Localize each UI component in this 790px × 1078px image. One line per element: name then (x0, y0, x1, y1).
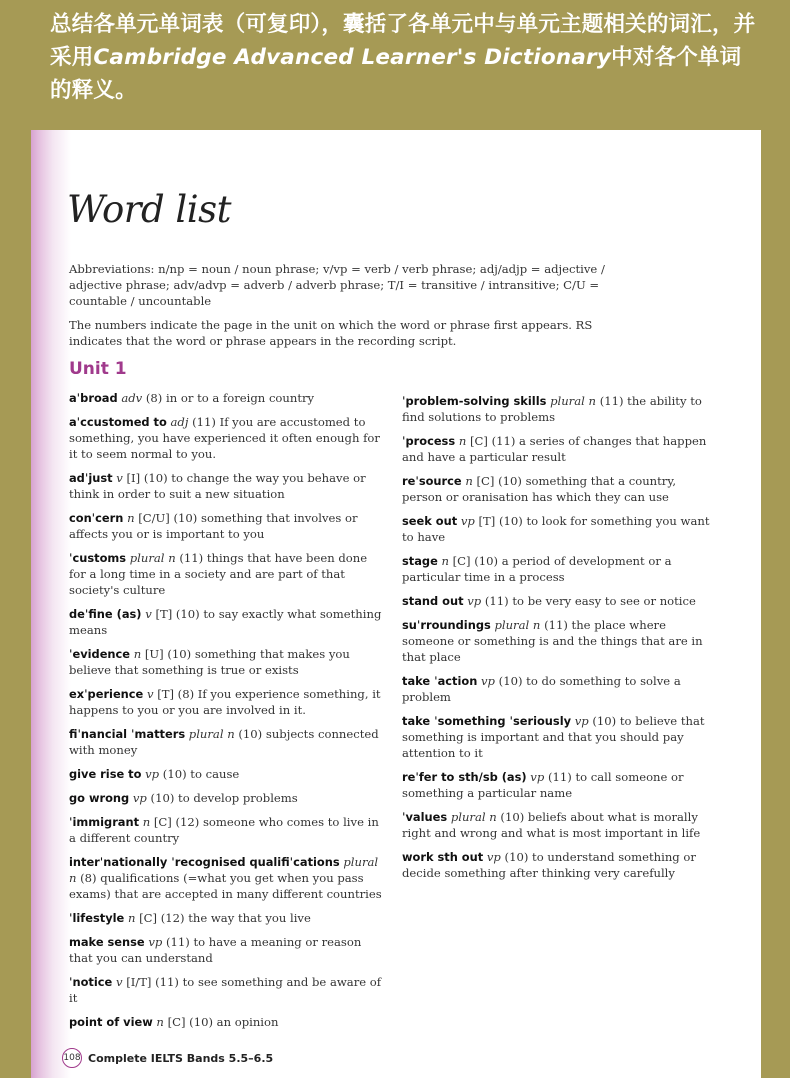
word-entry (69, 470, 387, 502)
headword: aˈbroad (69, 391, 118, 405)
part-of-speech: v (146, 687, 154, 701)
part-of-speech: n (127, 911, 136, 925)
headword: ˈproblem-solving skills (402, 394, 547, 408)
word-entry (69, 646, 387, 678)
word-entry (402, 617, 718, 665)
definition: (10) subjects connected with money (69, 727, 379, 757)
part-of-speech: v (116, 471, 123, 485)
definition: [T] (10) to look for something you want to have (402, 514, 710, 544)
definition: (10) beliefs about what is morally right and wrong and what is most important in life (402, 810, 701, 840)
part-of-speech: n (441, 554, 449, 568)
word-entry (69, 814, 387, 846)
headword: reˈfer to sth/sb (as) (402, 770, 527, 784)
banner-text (50, 8, 762, 107)
banner-text-part: 中对各个单词的释义。 (50, 45, 742, 103)
definition: (11) things that have been done for a long time in a society and are part of that society's culture (69, 551, 368, 597)
headword: fiˈnancial ˈmatters (69, 727, 186, 741)
definition: [C] (10) a period of development or a particular time in a process (402, 554, 672, 584)
definition: (10) to do something to solve a problem (402, 674, 681, 704)
part-of-speech: plural n (450, 810, 497, 824)
part-of-speech: n (133, 647, 142, 661)
definition: [T] (10) to say exactly what something means (69, 607, 382, 637)
word-entry (69, 934, 387, 966)
definition: (11) to be very easy to see or notice (484, 594, 696, 608)
part-of-speech: n (458, 434, 467, 448)
definition: (11) to call someone or something a particular name (402, 770, 684, 800)
definition: (10) to believe that something is important and that you should pay attention to it (402, 714, 705, 760)
headword: take ˈsomething ˈseriously (402, 714, 572, 728)
page-number: 108 (62, 1048, 82, 1068)
part-of-speech: vp (530, 770, 545, 784)
word-entry (402, 849, 718, 881)
word-entry (69, 606, 387, 638)
page-footer (62, 1048, 273, 1068)
headword: work sth out (402, 850, 484, 864)
word-list-left-column (69, 390, 387, 1038)
definition: [C] (11) a series of changes that happen and have a particular result (402, 434, 707, 464)
word-entry (402, 593, 718, 609)
banner-text-dictionary-name: Cambridge Advanced Learner's Dictionary (93, 45, 612, 70)
headword: go wrong (69, 791, 130, 805)
part-of-speech: vp (145, 767, 160, 781)
headword: make sense (69, 935, 145, 949)
part-of-speech: adj (170, 415, 189, 429)
definition: [C] (10) something that a country, person or oranisation has which they can use (402, 474, 677, 504)
book-title: Complete IELTS Bands 5.5–6.5 (88, 1051, 274, 1065)
headword: give rise to (69, 767, 142, 781)
part-of-speech: adv (121, 391, 143, 405)
word-entry (402, 769, 718, 801)
definition: (11) If you are accustomed to something, you have experienced it often enough for it to seem normal to you. (69, 415, 380, 461)
part-of-speech: plural n (129, 551, 176, 565)
word-entry (69, 550, 387, 598)
word-entry (69, 510, 387, 542)
definition: (8) in or to a foreign country (145, 391, 315, 405)
headword: ˈlifestyle (69, 911, 125, 925)
part-of-speech: vp (486, 850, 501, 864)
headword: stand out (402, 594, 464, 608)
definition: [T] (8) If you experience something, it happens to you or you are involved in it. (69, 687, 381, 717)
part-of-speech: n (156, 1015, 164, 1029)
part-of-speech: vp (132, 791, 147, 805)
word-entry (402, 713, 718, 761)
promo-banner (0, 0, 790, 128)
word-entry (69, 766, 387, 782)
definition: [C] (10) an opinion (167, 1015, 279, 1029)
part-of-speech: plural n (188, 727, 235, 741)
definition: [U] (10) something that makes you believe that something is true or exists (69, 647, 350, 677)
word-list-right-column (402, 393, 718, 889)
numbers-note-paragraph: The numbers indicate the page in the unit on which the word or phrase first appears. RS indicates that the word or phrase appears in the recording script. (69, 318, 593, 348)
word-entry (402, 513, 718, 545)
word-entry (402, 393, 718, 425)
headword: deˈfine (as) (69, 607, 142, 621)
headword: ˈevidence (69, 647, 131, 661)
headword: aˈccustomed to (69, 415, 167, 429)
word-entry (69, 390, 387, 406)
part-of-speech: vp (148, 935, 163, 949)
headword: interˈnationally ˈrecognised qualifiˈcations (69, 855, 340, 869)
word-entry (69, 854, 387, 902)
word-entry (402, 553, 718, 585)
page-title: Word list (67, 188, 231, 231)
headword: ˈimmigrant (69, 815, 140, 829)
part-of-speech: n (142, 815, 151, 829)
banner-text-part: 总结各单元单词表（可复印），囊括了各单元中与单元主题相关的词汇，并采用 (50, 12, 756, 70)
headword: stage (402, 554, 438, 568)
word-entry (402, 673, 718, 705)
part-of-speech: vp (467, 594, 482, 608)
word-entry (69, 1014, 387, 1030)
part-of-speech: n (127, 511, 135, 525)
part-of-speech: vp (460, 514, 475, 528)
headword: adˈjust (69, 471, 113, 485)
definition: (11) to have a meaning or reason that you can understand (69, 935, 362, 965)
part-of-speech: vp (574, 714, 589, 728)
headword: ˈprocess (402, 434, 456, 448)
word-entry (402, 809, 718, 841)
part-of-speech: plural n (494, 618, 541, 632)
headword: ˈvalues (402, 810, 448, 824)
part-of-speech: v (115, 975, 123, 989)
headword: ˈnotice (69, 975, 113, 989)
part-of-speech: plural n (69, 855, 379, 885)
word-entry (69, 910, 387, 926)
headword: exˈperience (69, 687, 144, 701)
definition: [C] (12) someone who comes to live in a different country (69, 815, 379, 845)
headword: point of view (69, 1015, 153, 1029)
part-of-speech: v (145, 607, 152, 621)
definition: [C/U] (10) something that involves or affects you or is important to you (69, 511, 358, 541)
definition: (11) the place where someone or something is and the things that are in that place (402, 618, 703, 664)
unit-heading: Unit 1 (69, 359, 127, 379)
word-entry (69, 974, 387, 1006)
word-entry (69, 414, 387, 462)
headword: suˈrroundings (402, 618, 491, 632)
part-of-speech: plural n (550, 394, 596, 408)
word-entry (69, 686, 387, 718)
book-page (31, 130, 761, 1078)
headword: reˈsource (402, 474, 462, 488)
definition: [I] (10) to change the way you behave or think in order to suit a new situation (69, 471, 366, 501)
definition: (10) to understand something or decide something after thinking very carefully (402, 850, 696, 880)
word-entry (69, 790, 387, 806)
part-of-speech: n (465, 474, 473, 488)
headword: seek out (402, 514, 458, 528)
headword: ˈcustoms (69, 551, 127, 565)
part-of-speech: vp (481, 674, 495, 688)
definition: [I/T] (11) to see something and be aware of it (69, 975, 382, 1005)
definition: (10) to develop problems (150, 791, 298, 805)
definition: (11) the ability to find solutions to problems (402, 394, 702, 424)
definition: (10) to cause (162, 767, 240, 781)
abbreviations-paragraph: Abbreviations: n/np = noun / noun phrase; v/vp = verb / verb phrase; adj/adjp = adjective / adjective phrase; adv/advp = adverb / adverb phrase; T/I = transitive / intransitive; C/U = countable / uncountable (69, 262, 605, 308)
word-entry (69, 726, 387, 758)
word-entry (402, 433, 718, 465)
definition: [C] (12) the way that you live (139, 911, 311, 925)
headword: conˈcern (69, 511, 124, 525)
definition: (8) qualifications (=what you get when you pass exams) that are accepted in many different countries (69, 871, 382, 901)
word-entry (402, 473, 718, 505)
headword: take ˈaction (402, 674, 478, 688)
